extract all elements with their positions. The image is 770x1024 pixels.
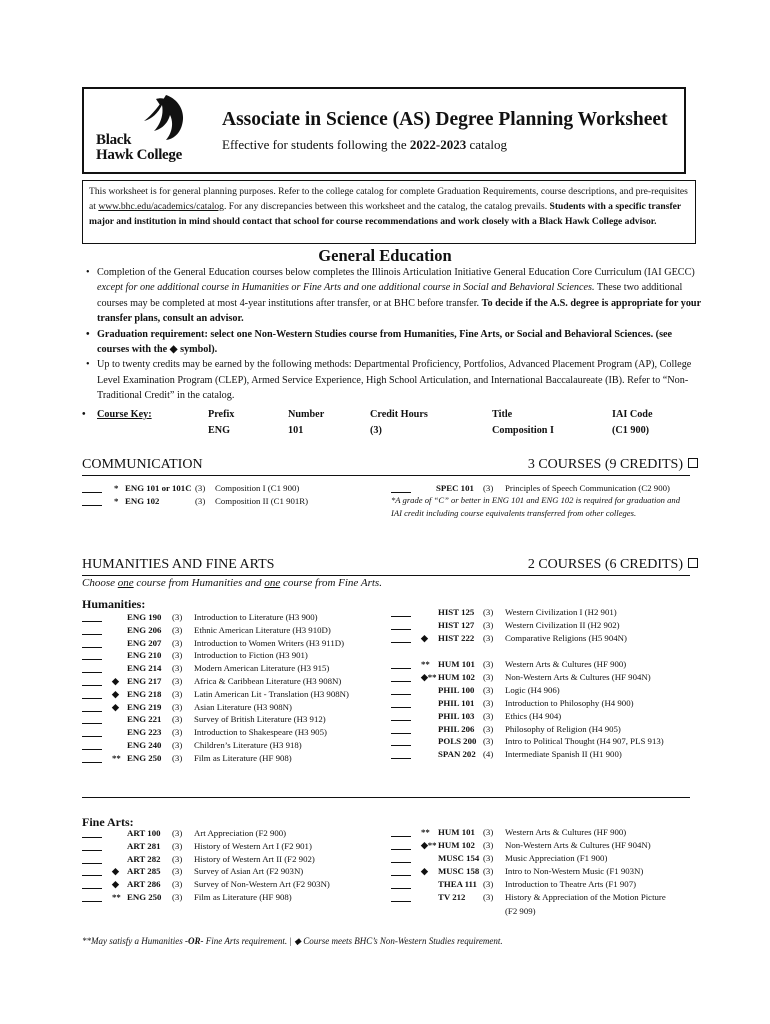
course-title: Asian Literature (H3 908N) (194, 701, 292, 712)
course-credits: (3) (483, 684, 494, 695)
course-title: Music Appreciation (F1 900) (505, 853, 608, 863)
course-credits: (3) (483, 710, 494, 721)
course-completion-blank[interactable] (391, 607, 411, 617)
course-completion-blank[interactable] (391, 620, 411, 630)
course-code: ENG 206 (127, 624, 162, 635)
course-credits: (3) (172, 688, 183, 699)
course-code: HUM 102 (438, 840, 475, 850)
catalog-link[interactable]: www.bhc.edu/academics/catalog (98, 201, 224, 212)
course-code: TV 212 (438, 892, 466, 902)
course-completion-blank[interactable] (82, 854, 102, 864)
communication-heading: COMMUNICATION (82, 457, 203, 472)
course-row (391, 839, 691, 852)
humanities-label: Humanities: (82, 597, 146, 611)
course-credits: (3) (172, 612, 183, 622)
course-title: Western Arts & Cultures (HF 900) (505, 659, 627, 669)
course-row (82, 688, 382, 701)
course-marker: ** (421, 827, 430, 837)
course-completion-blank[interactable] (82, 841, 102, 851)
course-title: Survey of Non-Western Art (F2 903N) (194, 879, 330, 890)
course-title: History & Appreciation of the Motion Picture (505, 892, 666, 902)
course-title: Western Civilization I (H2 901) (505, 607, 617, 617)
course-marker: ◆** (421, 840, 437, 850)
course-row (82, 726, 382, 739)
course-code: ENG 101 or 101C (125, 483, 192, 493)
course-code: HUM 101 (438, 827, 475, 837)
course-credits: (3) (483, 827, 494, 837)
course-completion-blank[interactable] (391, 853, 411, 863)
course-credits: (3) (195, 496, 206, 506)
course-credits: (3) (172, 714, 183, 725)
course-title: Africa & Caribbean Literature (H3 908N) (194, 676, 342, 686)
course-row (82, 611, 382, 624)
course-code: ENG 250 (127, 752, 162, 763)
course-code: SPEC 101 (436, 483, 474, 493)
course-code: ENG 219 (127, 701, 162, 712)
course-credits: (3) (172, 676, 183, 686)
course-credits: (3) (483, 659, 494, 669)
course-title: Comparative Religions (H5 904N) (505, 633, 627, 643)
course-title: Ethnic American Literature (H3 910D) (194, 624, 331, 635)
course-completion-blank[interactable] (82, 866, 102, 876)
choose-mid: course from Humanities and (133, 577, 265, 589)
course-row (82, 649, 382, 662)
course-title: Modern American Literature (H3 915) (194, 663, 330, 674)
choose-pre: Choose (82, 577, 118, 589)
course-row (391, 865, 691, 878)
course-completion-blank[interactable] (82, 689, 102, 699)
course-code: HUM 101 (438, 659, 475, 669)
communication-divider (82, 475, 690, 476)
course-marker: ◆ (421, 633, 428, 643)
logo-line-2: Hawk College (96, 147, 182, 163)
course-marker: ◆ (421, 866, 428, 876)
course-credits: (3) (483, 879, 494, 889)
course-marker: ** (112, 752, 121, 763)
course-completion-blank[interactable] (391, 711, 411, 721)
course-credits: (3) (172, 840, 183, 851)
course-title: Western Civilization II (H2 902) (505, 620, 620, 630)
fine-arts-divider (82, 797, 690, 798)
course-credits: (3) (483, 853, 494, 863)
choose-one-1: one (117, 577, 134, 589)
course-row (82, 891, 382, 904)
course-title: Western Arts & Cultures (HF 900) (505, 827, 627, 837)
communication-note: *A grade of “C” or better in ENG 101 and ENG 102 is required for graduation and IAI credit including course equivalents transferred from other colleges. (391, 495, 681, 518)
course-code: ENG 240 (127, 740, 162, 750)
course-title: Survey of Asian Art (F2 903N) (194, 866, 304, 877)
humanities-fine-arts-heading: HUMANITIES AND FINE ARTS (82, 557, 275, 572)
course-completion-blank[interactable] (82, 676, 102, 686)
key-number-example: 101 (288, 425, 304, 436)
course-title: Introduction to Theatre Arts (F1 907) (505, 879, 637, 889)
course-marker: ◆** (421, 671, 437, 682)
course-credits: (3) (483, 866, 494, 876)
subtitle-post: catalog (466, 137, 507, 152)
course-title: Children’s Literature (H3 918) (194, 740, 302, 750)
course-code: ENG 217 (127, 676, 162, 686)
course-completion-blank[interactable] (82, 740, 102, 750)
communication-requirement (528, 457, 698, 473)
course-completion-blank[interactable] (391, 672, 411, 682)
course-code: ART 286 (127, 879, 161, 890)
course-row (391, 658, 691, 671)
course-completion-blank[interactable] (82, 612, 102, 622)
hfa-requirement (528, 557, 698, 573)
course-code: HIST 127 (438, 620, 475, 630)
course-code: ENG 223 (127, 727, 162, 738)
fa-right-title-continued: (F2 909) (505, 906, 536, 916)
course-code: MUSC 154 (438, 853, 480, 863)
course-code: THEA 111 (438, 879, 477, 889)
course-code: ENG 190 (127, 612, 162, 622)
course-code: MUSC 158 (438, 866, 480, 876)
course-marker: ◆ (112, 879, 119, 890)
course-completion-blank[interactable] (82, 727, 102, 737)
course-code: ENG 207 (127, 637, 162, 648)
course-row (391, 748, 691, 761)
course-code: ENG 210 (127, 650, 162, 661)
course-title: Intro to Non-Western Music (F1 903N) (505, 866, 644, 876)
course-row (391, 852, 691, 865)
hfa-checkbox[interactable] (688, 558, 698, 568)
bullet-gecc (82, 265, 702, 327)
course-credits: (3) (483, 620, 494, 630)
course-credits: (3) (483, 671, 494, 682)
course-completion-blank[interactable] (82, 714, 102, 724)
course-code: ART 285 (127, 866, 161, 877)
course-title: Non-Western Arts & Cultures (HF 904N) (505, 671, 651, 682)
course-marker: ** (112, 892, 121, 902)
course-title: Intro to Political Thought (H4 907, PLS 913) (505, 736, 664, 747)
key-credit-example: (3) (370, 425, 382, 436)
course-title: Introduction to Shakespeare (H3 905) (194, 727, 327, 738)
course-row (82, 840, 382, 853)
course-row (391, 826, 691, 839)
course-row (82, 662, 382, 675)
course-row (82, 701, 382, 714)
course-title: Philosophy of Religion (H4 905) (505, 723, 621, 734)
course-row (82, 752, 382, 765)
course-row (391, 697, 691, 710)
page-title: Associate in Science (AS) Degree Planning Worksheet (222, 109, 668, 130)
course-title: Film as Literature (HF 908) (194, 752, 292, 763)
course-completion-blank[interactable] (391, 659, 411, 669)
course-row (82, 878, 382, 891)
course-code: ART 100 (127, 828, 161, 838)
general-education-title: General Education (318, 246, 452, 265)
intro-bold: Students with a specific transfer major and institution in mind should contact that school for course recommendations and work closely with a Black Hawk College advisor. (89, 201, 681, 227)
course-row (82, 827, 382, 840)
course-row (391, 619, 691, 632)
course-credits: (3) (195, 483, 206, 493)
course-code: SPAN 202 (438, 749, 476, 760)
course-credits: (3) (172, 727, 183, 738)
course-row (82, 482, 382, 495)
bullet-gecc-bold: To decide if the A.S. degree is appropriate for your transfer plans, consult an advisor. (97, 297, 701, 325)
course-completion-blank[interactable] (391, 879, 411, 889)
course-row (391, 723, 691, 736)
intro-box (82, 180, 696, 244)
course-completion-blank[interactable] (82, 892, 102, 902)
course-marker: ◆ (112, 688, 119, 699)
course-credits: (3) (172, 853, 183, 864)
course-row (82, 865, 382, 878)
course-credits: (3) (483, 607, 494, 617)
course-title: Latin American Lit - Translation (H3 908N) (194, 688, 349, 699)
course-row (391, 735, 691, 748)
course-title: Introduction to Literature (H3 900) (194, 612, 318, 622)
bullet-gecc-italic: except for one additional course in Humanities or Fine Arts and one additional course in Social and Behavioral Sciences. (97, 282, 595, 294)
course-title: Non-Western Arts & Cultures (HF 904N) (505, 840, 651, 850)
course-completion-blank[interactable] (391, 827, 411, 837)
general-education-bullets (82, 265, 702, 404)
course-credits: (3) (172, 650, 183, 661)
course-marker: ◆ (112, 701, 119, 712)
course-credits: (3) (172, 752, 183, 763)
course-key-label: Course Key: (97, 409, 152, 420)
fine-arts-label: Fine Arts: (82, 815, 134, 829)
course-code: HIST 222 (438, 633, 475, 643)
course-marker: ◆ (112, 676, 119, 686)
course-credits: (3) (172, 637, 183, 648)
course-completion-blank[interactable] (391, 892, 411, 902)
course-row (391, 671, 691, 684)
course-marker: * (114, 496, 119, 506)
course-completion-blank[interactable] (82, 879, 102, 889)
course-credits: (3) (172, 701, 183, 712)
footer-a: **May satisfy a Humanities (82, 936, 185, 946)
footer-note (82, 936, 503, 947)
course-marker: ◆ (112, 866, 119, 877)
course-row (391, 684, 691, 697)
course-row (391, 891, 691, 904)
course-title: Logic (H4 906) (505, 684, 560, 695)
key-prefix-header: Prefix (208, 409, 235, 420)
course-row (391, 878, 691, 891)
course-marker: ** (421, 659, 430, 669)
hfa-req-text: 2 COURSES (6 CREDITS) (527, 557, 683, 572)
course-title: Intermediate Spanish II (H1 900) (505, 749, 622, 760)
course-row (82, 739, 382, 752)
course-row (82, 713, 382, 726)
key-prefix-example: ENG (208, 425, 231, 436)
choose-post: course from Fine Arts. (280, 577, 382, 589)
course-credits: (3) (483, 697, 494, 708)
page-subtitle (222, 137, 507, 153)
course-code: PHIL 103 (438, 710, 475, 721)
course-title: Art Appreciation (F2 900) (194, 828, 287, 838)
course-row (82, 637, 382, 650)
communication-req-text: 3 COURSES (9 CREDITS) (527, 457, 683, 472)
footer-b: Fine Arts requirement. | ◆ Course meets BHC’s Non-Western Studies requirement. (203, 936, 503, 946)
key-iai-header: IAI Code (612, 409, 653, 420)
course-title: Survey of British Literature (H3 912) (194, 714, 326, 725)
course-credits: (3) (483, 736, 494, 747)
logo-wordmark (96, 133, 182, 163)
course-completion-blank[interactable] (391, 736, 411, 746)
course-row (82, 675, 382, 688)
course-row (391, 606, 691, 619)
course-credits: (3) (172, 624, 183, 635)
course-credits: (3) (172, 663, 183, 674)
choose-one-2: one (264, 577, 281, 589)
course-credits: (3) (483, 892, 494, 902)
course-title: Introduction to Fiction (H3 901) (194, 650, 308, 661)
logo-line-1: Black (96, 132, 132, 148)
course-code: PHIL 100 (438, 684, 475, 695)
course-row (391, 632, 691, 645)
course-code: ENG 250 (127, 892, 162, 902)
hfa-instruction (82, 577, 382, 589)
key-credit-header: Credit Hours (370, 409, 428, 420)
course-completion-blank[interactable] (82, 663, 102, 673)
subtitle-pre: Effective for students following the (222, 137, 410, 152)
hfa-divider (82, 575, 690, 576)
course-credits: (3) (172, 879, 183, 890)
course-completion-blank[interactable] (391, 749, 411, 759)
course-code: PHIL 101 (438, 697, 475, 708)
course-completion-blank[interactable] (391, 724, 411, 734)
course-credits: (3) (172, 866, 183, 877)
course-title: Introduction to Women Writers (H3 911D) (194, 637, 345, 648)
course-code: ENG 214 (127, 663, 162, 674)
course-completion-blank[interactable] (391, 698, 411, 708)
intro-text-2: . For any discrepancies between this worksheet and the catalog, the catalog prevails. (223, 201, 550, 212)
course-credits: (3) (172, 828, 183, 838)
course-completion-blank[interactable] (82, 702, 102, 712)
course-row (82, 495, 382, 508)
course-credits: (3) (172, 892, 183, 902)
course-credits: (3) (483, 483, 494, 493)
course-completion-blank[interactable] (82, 496, 102, 506)
course-title: History of Western Art II (F2 902) (194, 853, 315, 864)
course-code: HUM 102 (438, 671, 475, 682)
bullet-gecc-a: Completion of the General Education courses below completes the Illinois Articulation Initiative General Education Core Curriculum (IAI GECC) (97, 267, 695, 278)
bullet-gecc-b: These two additional courses may be completed at most 4-year institutions after transfer, or at BHC before transfer. (97, 282, 683, 309)
bullet-credits: • Up to twenty credits may be earned by the following methods: Departmental Proficiency, Portfolios, Advanced Placement Program (AP), College Level Examination Program (CLEP), Armed Service Experience, High School Articulation, and International Baccalaureate (IB). Refer to “Non-Traditional Credit” in the catalog. (82, 357, 702, 403)
course-completion-blank[interactable] (82, 828, 102, 838)
intro-text-1: This worksheet is for general planning purposes. Refer to the college catalog for complete Graduation Requirements, course descriptions, and pre-requisites at (89, 186, 688, 212)
course-completion-blank[interactable] (391, 633, 411, 643)
course-completion-blank[interactable] (391, 866, 411, 876)
course-credits: (4) (483, 749, 494, 760)
course-title: Ethics (H4 904) (505, 710, 562, 721)
key-number-header: Number (288, 409, 325, 420)
course-title: Composition II (C1 901R) (215, 496, 309, 506)
course-completion-blank[interactable] (82, 650, 102, 660)
course-completion-blank[interactable] (391, 483, 411, 493)
course-completion-blank[interactable] (82, 753, 102, 763)
key-title-header: Title (492, 409, 513, 420)
course-completion-blank[interactable] (82, 483, 102, 493)
course-credits: (3) (483, 723, 494, 734)
course-row (82, 853, 382, 866)
footer-or: -OR- (185, 936, 204, 946)
course-row (391, 710, 691, 723)
college-logo (96, 93, 208, 169)
key-title-example: Composition I (492, 425, 554, 436)
course-title: Composition I (C1 900) (215, 483, 300, 493)
course-title: Principles of Speech Communication (C2 900) (505, 483, 670, 493)
course-title: History of Western Art I (F2 901) (194, 840, 312, 851)
course-code: POLS 200 (438, 736, 477, 747)
course-title: Film as Literature (HF 908) (194, 892, 292, 902)
course-code: HIST 125 (438, 607, 475, 617)
key-iai-example: (C1 900) (612, 425, 650, 436)
course-completion-blank[interactable] (391, 685, 411, 695)
course-code: PHIL 206 (438, 723, 475, 734)
course-completion-blank[interactable] (82, 638, 102, 648)
course-credits: (3) (483, 840, 494, 850)
course-code: ENG 221 (127, 714, 162, 725)
course-row (82, 624, 382, 637)
course-title: Introduction to Philosophy (H4 900) (505, 697, 634, 708)
course-credits: (3) (172, 740, 183, 750)
course-code: ART 282 (127, 853, 161, 864)
course-marker: * (114, 483, 119, 493)
course-code: ENG 218 (127, 688, 162, 699)
communication-checkbox[interactable] (688, 458, 698, 468)
course-code: ENG 102 (125, 496, 160, 506)
course-credits: (3) (483, 633, 494, 643)
bullet-graduation: • Graduation requirement: select one Non-Western Studies course from Humanities, Fine Arts, or Social and Behavioral Sciences. (see courses with the ◆ symbol). (82, 327, 702, 358)
course-completion-blank[interactable] (391, 840, 411, 850)
course-code: ART 281 (127, 840, 161, 851)
subtitle-year: 2022-2023 (409, 137, 467, 152)
course-completion-blank[interactable] (82, 625, 102, 635)
